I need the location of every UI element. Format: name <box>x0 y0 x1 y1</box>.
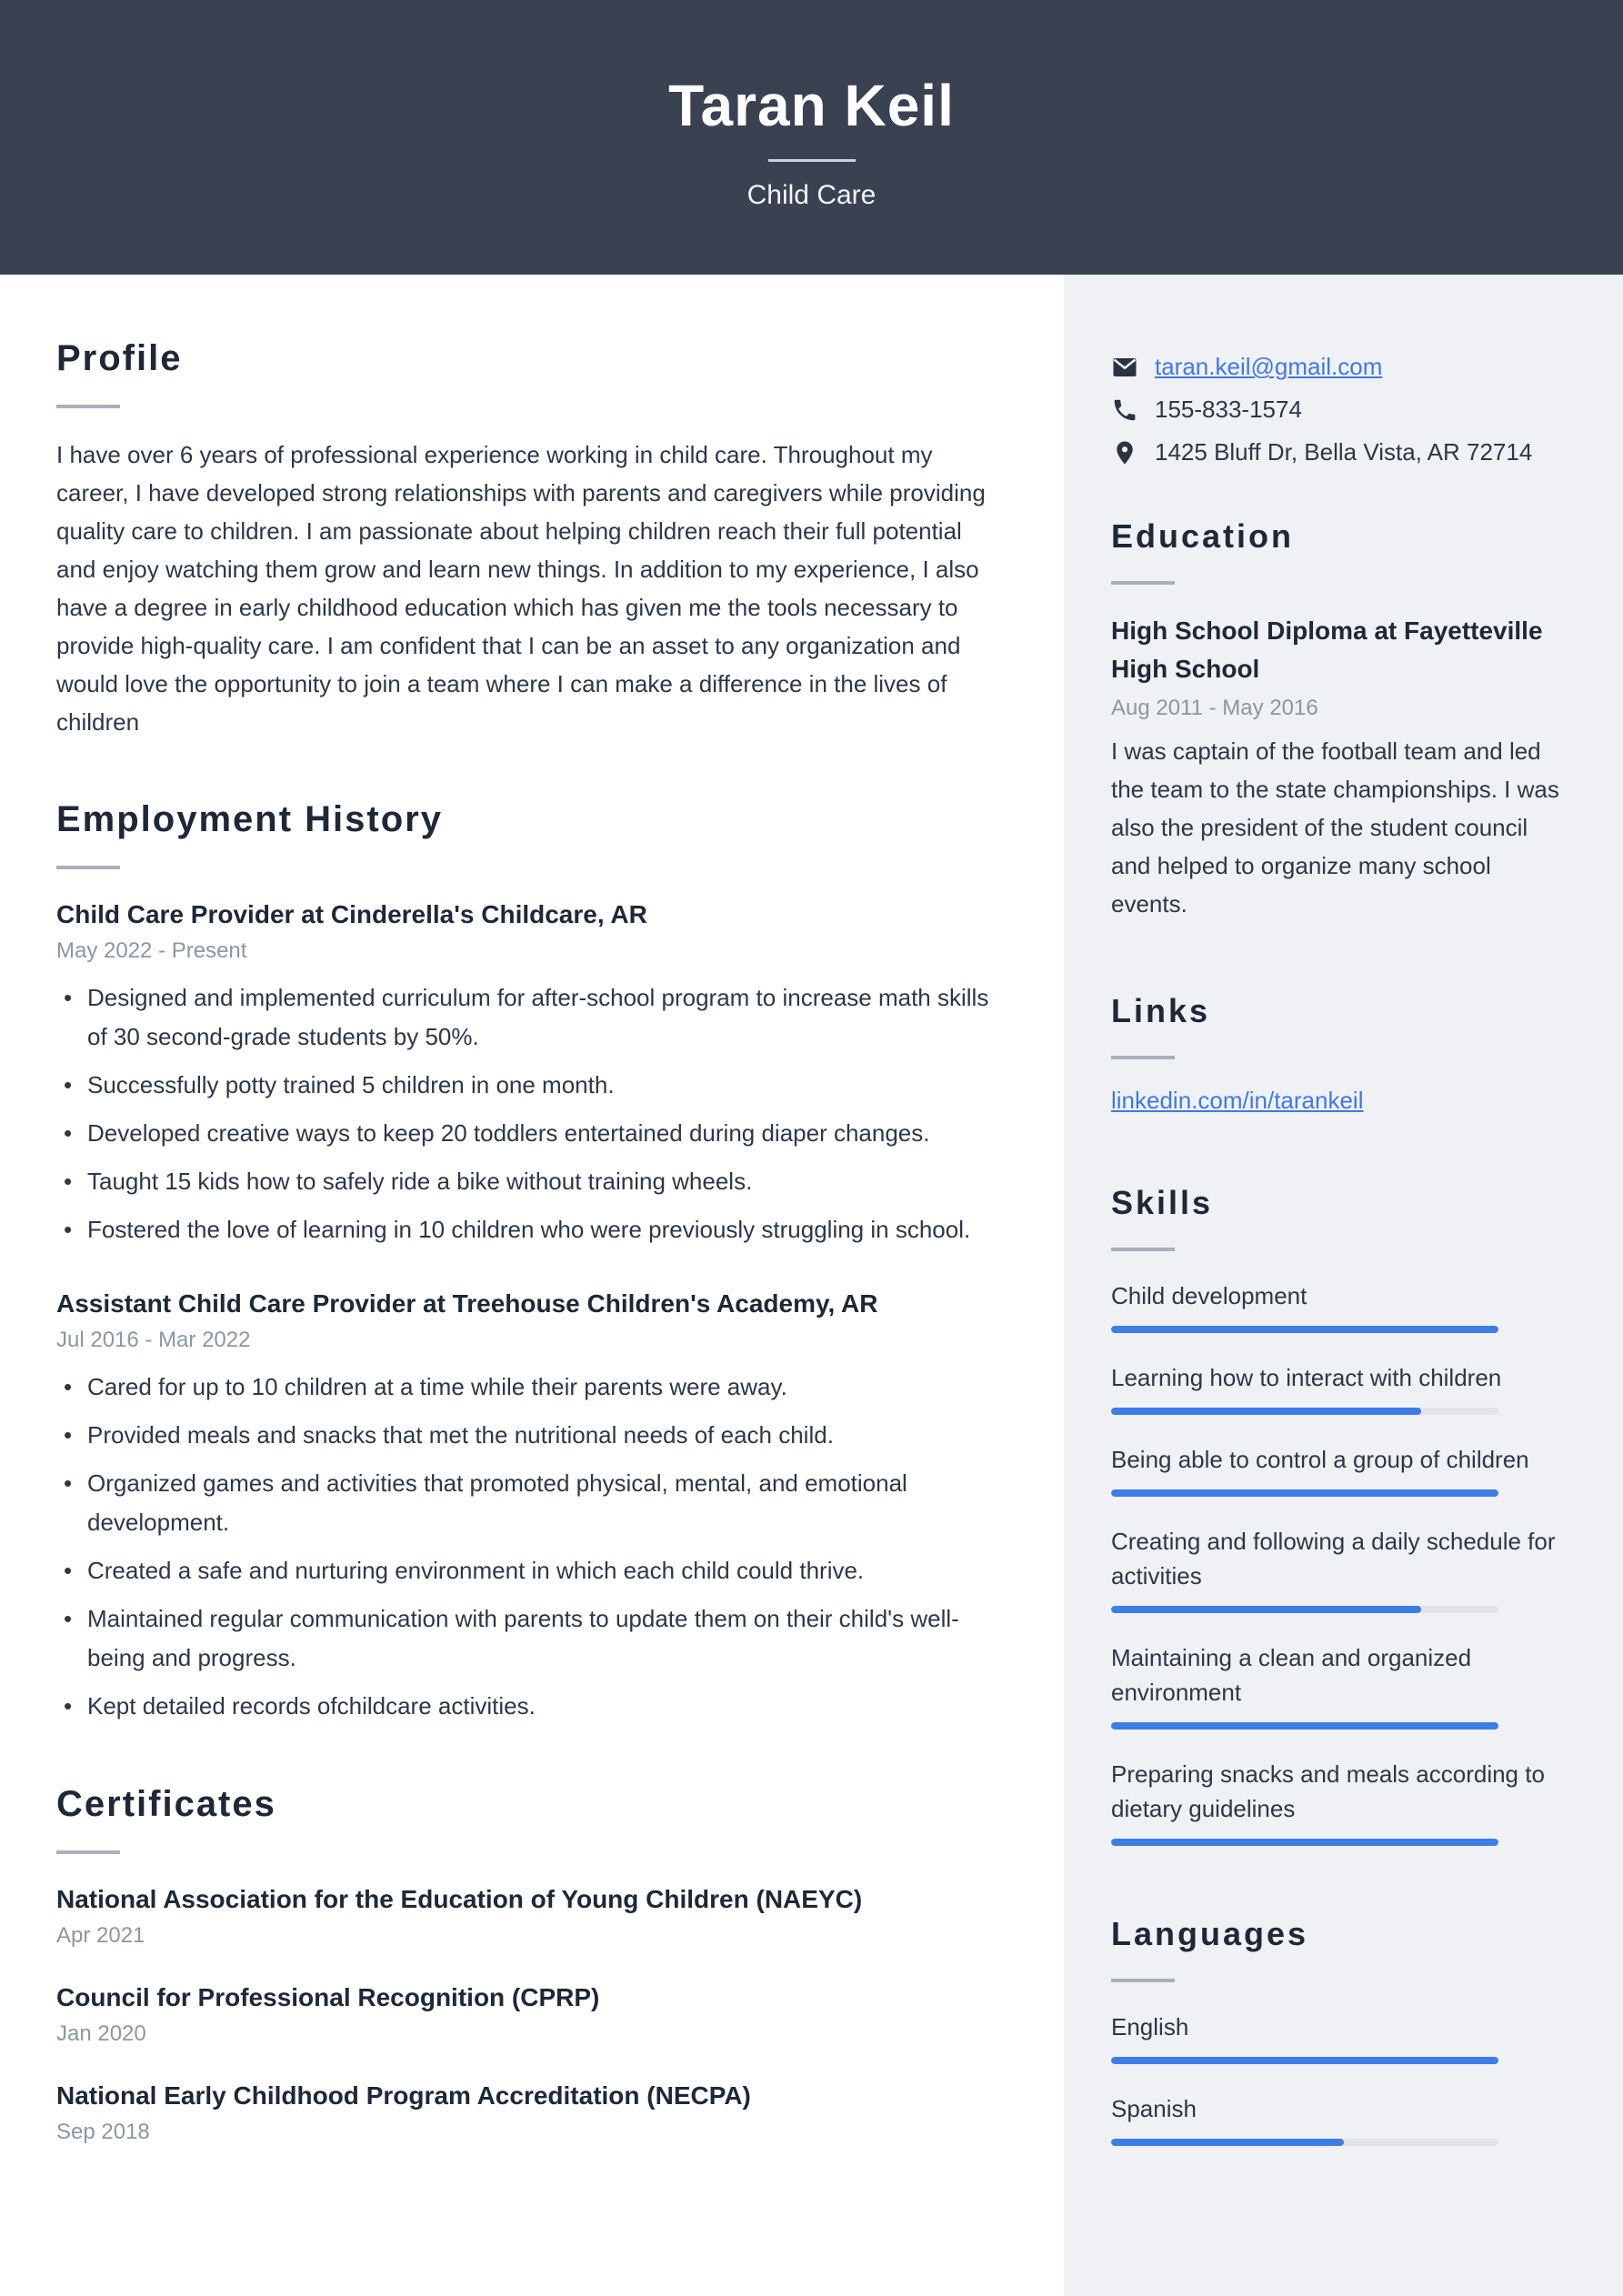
skill-item <box>1111 1640 1573 1730</box>
education-description: I was captain of the football team and led the team to the state championships. I was also the president of the student council and helped to organize many school events. <box>1111 737 1559 917</box>
skill-label: Preparing snacks and meals according to dietary guidelines <box>1111 1760 1545 1822</box>
job-bullet: • Cared for up to 10 children at a time while their parents were away. <box>56 1368 993 1407</box>
certificate-entry <box>56 2078 993 2145</box>
skill-label: Child development <box>1111 1282 1307 1309</box>
certificate-title: National Early Childhood Program Accreditation (NECPA) <box>56 2081 751 2110</box>
employment-history-section <box>56 799 993 1726</box>
job-bullet: • Provided meals and snacks that met the nutritional needs of each child. <box>56 1416 993 1455</box>
phone-icon <box>1111 396 1138 424</box>
phone-number: 155-833-1574 <box>1155 396 1302 423</box>
skill-item <box>1111 1442 1573 1497</box>
linkedin-link[interactable]: linkedin.com/in/tarankeil <box>1111 1087 1364 1114</box>
language-progress-track <box>1111 2139 1498 2146</box>
job-dates: May 2022 - Present <box>56 938 247 963</box>
skill-progress-fill <box>1111 1606 1421 1613</box>
education-heading: Education <box>1111 517 1295 555</box>
job-title: Child Care Provider at Cinderella's Childcare, AR <box>56 900 647 928</box>
education-dates: Aug 2011 - May 2016 <box>1111 696 1318 720</box>
section-divider <box>1111 1056 1175 1059</box>
email-link[interactable]: taran.keil@gmail.com <box>1155 353 1383 380</box>
skill-item <box>1111 1360 1573 1415</box>
skill-item <box>1111 1524 1573 1613</box>
section-divider <box>56 405 120 408</box>
header-divider <box>768 159 856 162</box>
job-bullet: • Developed creative ways to keep 20 toddlers entertained during diaper changes. <box>56 1114 993 1153</box>
education-section <box>1111 517 1573 923</box>
language-progress-fill <box>1111 2057 1498 2064</box>
language-label: Spanish <box>1111 2095 1197 2122</box>
certificate-title: Council for Professional Recognition (CPRP) <box>56 1983 600 2011</box>
links-heading: Links <box>1111 992 1211 1029</box>
job-title-subtitle: Child Care <box>746 179 877 210</box>
skill-progress-track <box>1111 1722 1498 1730</box>
job-bullet: • Designed and implemented curriculum for after-school program to increase math skills of 30 second-grade students by 50%. <box>56 978 993 1057</box>
skill-progress-fill <box>1111 1839 1498 1846</box>
skill-progress-track <box>1111 1408 1498 1415</box>
employment-history-heading: Employment History <box>56 799 443 839</box>
skill-label: Creating and following a daily schedule for activities <box>1111 1528 1556 1589</box>
contact-block <box>1111 353 1573 466</box>
profile-section <box>56 338 993 741</box>
certificates-heading: Certificates <box>56 1784 276 1824</box>
skill-label: Learning how to interact with children <box>1111 1364 1502 1391</box>
certificate-entry <box>56 1980 993 2047</box>
person-name: Taran Keil <box>668 72 955 138</box>
skill-progress-fill <box>1111 1489 1498 1497</box>
job-bullet: • Kept detailed records ofchildcare activities. <box>56 1687 993 1726</box>
job-entry <box>56 1286 993 1726</box>
job-bullet: • Fostered the love of learning in 10 children who were previously struggling in school. <box>56 1210 993 1249</box>
links-section <box>1111 992 1573 1115</box>
skill-progress-track <box>1111 1489 1498 1497</box>
address-text: 1425 Bluff Dr, Bella Vista, AR 72714 <box>1155 438 1533 466</box>
contact-email-row <box>1111 353 1573 381</box>
skill-progress-fill <box>1111 1722 1498 1730</box>
section-divider <box>56 866 120 869</box>
section-divider <box>1111 1979 1175 1982</box>
skill-label: Maintaining a clean and organized environment <box>1111 1644 1472 1706</box>
skill-progress-track <box>1111 1839 1498 1846</box>
languages-section <box>1111 1915 1573 2146</box>
envelope-icon <box>1111 354 1138 381</box>
certificate-date: Sep 2018 <box>56 2120 150 2144</box>
map-pin-icon <box>1111 439 1138 466</box>
certificates-section <box>56 1784 993 2145</box>
job-bullet-list <box>56 1368 993 1726</box>
skill-label: Being able to control a group of children <box>1111 1446 1529 1473</box>
skills-heading: Skills <box>1111 1184 1214 1221</box>
links-list <box>1111 1087 1573 1115</box>
main-column <box>0 275 1064 2296</box>
job-bullet: • Taught 15 kids how to safely ride a bike without training wheels. <box>56 1162 993 1201</box>
job-dates: Jul 2016 - Mar 2022 <box>56 1328 251 1352</box>
section-divider <box>1111 581 1175 585</box>
skill-progress-track <box>1111 1606 1498 1613</box>
language-item <box>1111 2091 1573 2146</box>
header-banner <box>0 0 1623 275</box>
skill-progress-fill <box>1111 1408 1421 1415</box>
profile-heading: Profile <box>56 338 183 378</box>
job-bullet: • Organized games and activities that promoted physical, mental, and emotional development. <box>56 1464 993 1542</box>
job-bullet: • Created a safe and nurturing environment in which each child could thrive. <box>56 1551 993 1590</box>
skill-progress-fill <box>1111 1326 1498 1333</box>
job-entry <box>56 897 993 1249</box>
certificate-entry <box>56 1881 993 1949</box>
job-bullet: • Maintained regular communication with parents to update them on their child's well-being and progress. <box>56 1599 993 1678</box>
sidebar-column <box>1064 275 1623 2296</box>
skill-item <box>1111 1757 1573 1846</box>
degree-title: High School Diploma at Fayetteville High School <box>1111 617 1543 683</box>
skills-section <box>1111 1184 1573 1846</box>
section-divider <box>56 1850 120 1854</box>
job-bullet: • Successfully potty trained 5 children in one month. <box>56 1066 993 1105</box>
language-progress-fill <box>1111 2139 1344 2146</box>
skill-item <box>1111 1278 1573 1333</box>
contact-address-row <box>1111 438 1573 466</box>
job-bullet-list <box>56 978 993 1249</box>
certificate-date: Jan 2020 <box>56 2021 146 2046</box>
language-item <box>1111 2010 1573 2064</box>
languages-heading: Languages <box>1111 1915 1309 1952</box>
skill-progress-track <box>1111 1326 1498 1333</box>
section-divider <box>1111 1248 1175 1251</box>
job-title: Assistant Child Care Provider at Treehouse Children's Academy, AR <box>56 1289 878 1318</box>
certificate-date: Apr 2021 <box>56 1923 145 1948</box>
language-label: English <box>1111 2013 1189 2040</box>
contact-phone-row <box>1111 396 1573 424</box>
language-progress-track <box>1111 2057 1498 2064</box>
profile-text: I have over 6 years of professional experience working in child care. Throughout my career, I have developed strong relationships with parents and caregivers while providing quality care to children. I am passionate about helping children reach their full potential and enjoy watching them grow and learn new things. In addition to my experience, I also have a degree in early childhood education which has given me the tools necessary to provide high-quality care. I am confident that I can be an asset to any organization and would love the opportunity to join a team where I can make a difference in the lives of children <box>56 441 986 736</box>
certificate-title: National Association for the Education of Young Children (NAEYC) <box>56 1885 863 1913</box>
